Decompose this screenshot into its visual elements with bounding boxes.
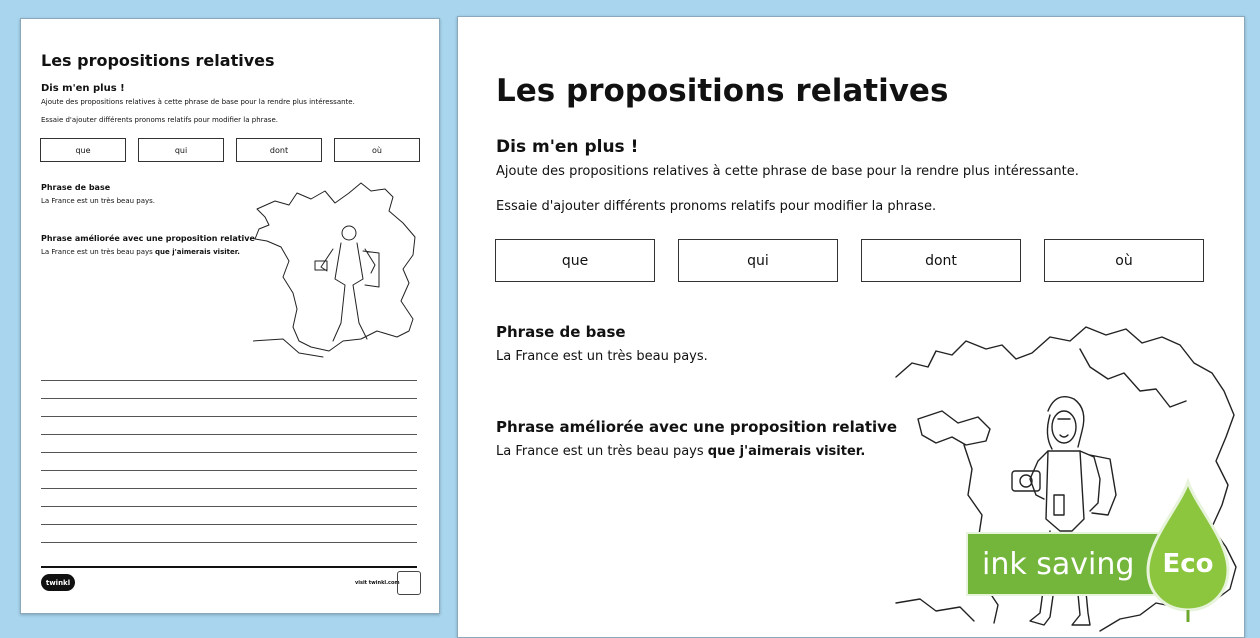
twinkl-logo: twinkl — [41, 574, 75, 591]
section-title: Dis m'en plus ! — [496, 137, 639, 157]
eco-label: Eco — [1162, 549, 1214, 579]
improved-sentence: La France est un très beau pays que j'aimerais visiter. — [496, 444, 866, 459]
france-map-illustration — [253, 181, 421, 361]
base-sentence: La France est un très beau pays. — [496, 349, 708, 364]
pronoun-box-ou: où — [1044, 239, 1204, 282]
thumbnail-base-heading: Phrase de base — [41, 183, 111, 192]
pronoun-box-qui: qui — [678, 239, 838, 282]
footer-website[interactable]: visit twinkl.com — [355, 580, 400, 586]
ink-saving-label: ink saving — [982, 547, 1135, 582]
thumbnail-improved-sentence: La France est un très beau pays que j'aimerais visiter. — [41, 248, 240, 256]
thumbnail-pronoun-box: dont — [236, 138, 322, 162]
thumbnail-improved-heading: Phrase améliorée avec une proposition relative — [41, 234, 255, 243]
pronoun-box-dont: dont — [861, 239, 1021, 282]
thumbnail-instruction-1: Ajoute des propositions relatives à cette phrase de base pour la rendre plus intéressante. — [41, 98, 355, 106]
thumbnail-pronoun-box: qui — [138, 138, 224, 162]
pronoun-box-que: que — [495, 239, 655, 282]
improved-sentence-heading: Phrase améliorée avec une proposition relative — [496, 418, 898, 436]
worksheet-thumbnail[interactable] — [20, 18, 440, 614]
thumbnail-instruction-2: Essaie d'ajouter différents pronoms relatifs pour modifier la phrase. — [41, 116, 278, 124]
thumbnail-section-title: Dis m'en plus ! — [41, 83, 125, 94]
instruction-2: Essaie d'ajouter différents pronoms relatifs pour modifier la phrase. — [496, 199, 937, 214]
base-sentence-heading: Phrase de base — [496, 323, 626, 341]
thumbnail-base-sentence: La France est un très beau pays. — [41, 197, 156, 205]
footer-badge-icon — [397, 571, 421, 595]
page-title: Les propositions relatives — [496, 73, 949, 109]
thumbnail-title: Les propositions relatives — [41, 51, 275, 70]
instruction-1: Ajoute des propositions relatives à cette phrase de base pour la rendre plus intéressante. — [496, 164, 1079, 179]
eco-droplet-icon — [1140, 478, 1236, 622]
thumbnail-pronoun-box: que — [40, 138, 126, 162]
thumbnail-pronoun-box: où — [334, 138, 420, 162]
